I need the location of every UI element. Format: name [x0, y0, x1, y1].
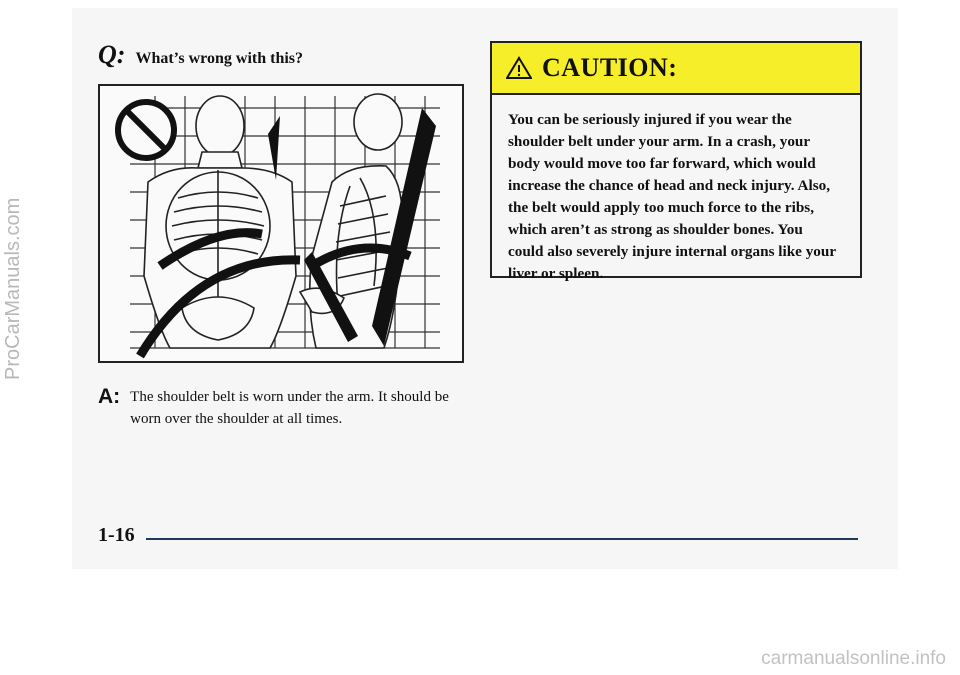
answer-text: The shoulder belt is worn under the arm. It should be worn over the shoulder at all times.: [130, 389, 449, 427]
caution-box: [490, 41, 862, 282]
front-belt-anchor: [268, 116, 280, 180]
page-number: 1-16: [98, 524, 135, 546]
caution-header: [492, 43, 860, 95]
bottom-watermark: carmanualsonline.info: [761, 648, 946, 669]
footer-rule: [146, 538, 858, 540]
seatbelt-illustration: [98, 84, 464, 363]
side-watermark: ProCarManuals.com: [2, 197, 24, 380]
warning-triangle-icon: [506, 56, 532, 80]
skeleton-illustration: [100, 86, 462, 361]
question-label: Q:: [98, 40, 126, 69]
answer: [98, 386, 478, 430]
question: [98, 40, 303, 70]
caution-text: You can be seriously injured if you wear the shoulder belt under your arm. In a crash, your body would move too far forward, which would increase the chance of head and neck injury. Also, the belt would apply too much force to the ribs, which aren’t as strong as shoulder bones. You could also severely injure internal organs like your liver or spleen.: [508, 111, 836, 282]
caution-title: CAUTION:: [542, 53, 678, 82]
answer-label: A:: [98, 385, 121, 408]
no-symbol-icon: [118, 102, 174, 158]
question-text: What’s wrong with this?: [135, 50, 304, 67]
